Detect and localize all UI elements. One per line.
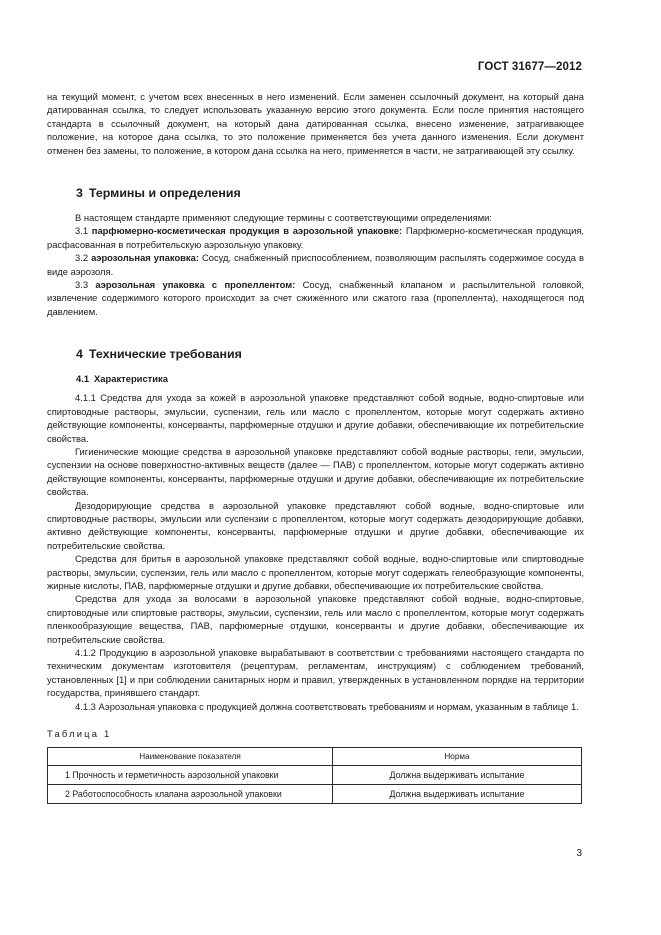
section-3-heading [76,185,584,201]
table-cell-norm: Должна выдерживать испытание [333,766,582,785]
section-3-intro: В настоящем стандарте применяют следующие термины с соответствующими определениями: [75,212,492,224]
page-content [47,90,584,804]
table-cell-norm: Должна выдерживать испытание [333,785,582,804]
section-3-number: 3 [76,186,83,201]
section-4-number: 4 [76,347,83,362]
paragraph-4-1-1: 4.1.1 Средства для ухода за кожей в аэрозольной упаковке представляют собой водные, водно-спиртовые или спиртоводные растворы, эмульсии, суспензии, гель или масло с пропеллентом, которые могут содержать активно действующие компоненты, консерванты, парфюмерные отдушки и другие добавки, обеспечивающие их потребительские свойства. [47,392,584,444]
paragraph-hygiene: Гигиенические моющие средства в аэрозольной упаковке представляют собой водные растворы, гели, эмульсии, суспензии на основе поверхностно-активных веществ (далее — ПАВ) с пропеллентом, которые могут содержать активно действующие компоненты, консерванты, парфюмерные отдушки и другие добавки, обеспечивающие их потребительские свойства. [47,445,584,498]
standard-code: ГОСТ 31677—2012 [477,61,582,73]
term-3-1 [47,224,584,251]
section-4-heading [76,346,584,362]
term-name: аэрозольная упаковка: [91,252,199,264]
term-definition: Сосуд, снабженный клапаном и распылительной головкой, извлечение содержимого которого происходит за счет сжиженного или сжатого газа (пропеллента), находящегося под давлением. [47,279,584,317]
term-name: аэрозольная упаковка с пропеллентом: [95,279,296,291]
table-caption: Таблица 1 [47,728,112,740]
page-number: 3 [576,848,582,859]
paragraph-hair-care: Средства для ухода за волосами в аэрозольной упаковке представляют собой водные, водно-спиртовые, спиртоводные или спиртовые растворы, эмульсии, суспензии, гель или масло с пропеллентом, которые могут содержать пленкообразующие вещества, ПАВ, парфюмерные отдушки, консерванты и другие добавки, обеспечивающие их потребительские свойства. [47,593,584,645]
table-cell-indicator: 1 Прочность и герметичность аэрозольной упаковки [48,766,333,785]
subsection-4-1-heading [76,372,584,385]
paragraph-deodorant: Дезодорирующие средства в аэрозольной упаковке представляют собой водные, водно-спиртовые или спиртоводные растворы, эмульсии или суспензии с пропеллентом, которые могут содержать дезодорирующие добавки, активно действующие компоненты, консерванты, парфюмерные отдушки и другие добавки, обеспечивающие их потребительские свойства. [47,499,584,551]
term-definition: Парфюмерно-косметическая продукция, расфасованная в потребительскую аэрозольную упаковку. [47,225,585,250]
term-3-2 [47,251,584,278]
paragraph-shaving: Средства для бритья в аэрозольной упаковке представляют собой водные, водно-спиртовые или спиртоводные растворы, эмульсии, суспензии, гель или масло с пропеллентом, которые могут содержать гелеобразующие компоненты, жирные кислоты, ПАВ, парфюмерные отдушки и другие добавки, обеспечивающие их потребительские свойства. [47,553,584,591]
term-name: парфюмерно-косметическая продукция в аэрозольной упаковке: [91,225,403,237]
table-row [48,785,582,804]
subsection-number: 4.1 [76,373,90,385]
term-number: 3.3 [75,279,89,291]
paragraph-4-1-3: 4.1.3 Аэрозольная упаковка с продукцией должна соответствовать требованиям и нормам, указанным в таблице 1. [75,700,579,712]
intro-paragraph: на текущий момент, с учетом всех внесенных в него изменений. Если заменен ссылочный документ, на который дана датированная ссылка, то следует использовать указанную версию этого документа. Если после принятия настоящего стандарта в ссылочный документ, на который дана датированная ссылка, внесено изменение, затрагивающее положение, на которое дана ссылка, то это положение применяется без учета данного изменения. Если документ отменен без замены, то положение, в котором дана ссылка на него, применяется в части, не затрагивающей эту ссылку. [47,91,584,156]
requirements-table [47,747,582,804]
term-definition: Сосуд, снабженный приспособлением, позволяющим распылять содержимое сосуда в виде аэрозоля. [47,252,584,277]
table-row [48,766,582,785]
table-cell-indicator: 2 Работоспособность клапана аэрозольной упаковки [48,785,333,804]
table-header-indicator: Наименование показателя [48,748,333,766]
term-3-3 [47,278,584,318]
section-4-title: Технические требования [88,347,242,362]
paragraph-4-1-2: 4.1.2 Продукцию в аэрозольной упаковке вырабатывают в соответствии с требованиями настоящего стандарта по техническим документам изготовителя (рецептурам, регламентам, инструкциям) с соблюдением требований, установленных [1] и при соблюдении санитарных норм и правил, утвержденных в установленном порядке на территории государства, принявшего стандарт. [47,647,584,699]
subsection-title: Характеристика [94,373,168,385]
term-number: 3.2 [75,252,89,264]
term-number: 3.1 [75,225,89,237]
section-3-title: Термины и определения [88,186,241,201]
table-header-row [48,748,582,766]
table-header-norm: Норма [333,748,582,766]
